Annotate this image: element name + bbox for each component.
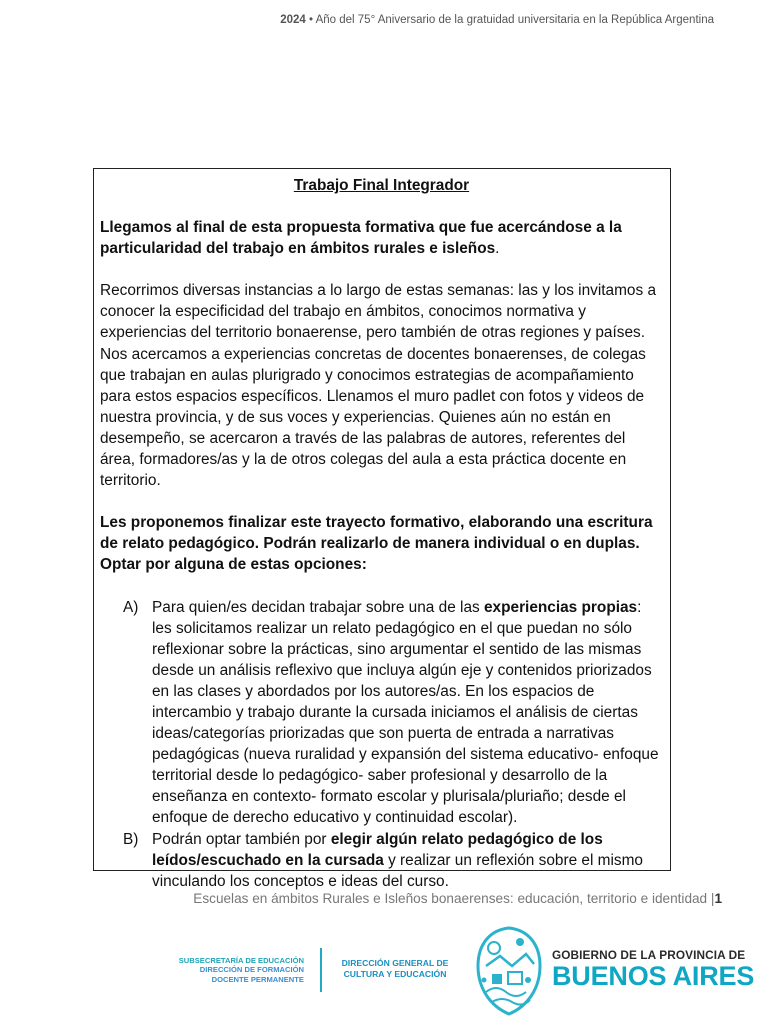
option-bold: elegir algún relato pedagógico de los leídos/escuchado en la cursada [152,830,603,869]
option-letter: B) [123,830,139,848]
subsecretaria-line3: DOCENTE PERMANENTE [211,974,304,984]
body-paragraph: Recorrimos diversas instancias a lo largo de estas semanas: las y los invitamos a conocer la especificidad del trabajo en ámbitos, conocimos normativa y experiencias del territorio bonaerense, pero también de otras regiones y países. Nos acercamos a experiencias concretas de docentes bonaerenses, de colegas que trabajan en aulas plurigrado y conocimos estrategias de acompañamiento para estos espacios específicos. Llenamos el muro padlet con fotos y videos de nuestra provincia, y de sus voces y experiencias. Quienes aún no están en desempeño, se acercaron a través de las palabras de autores, referentes del área, formadores/as y la de otros colegas del aula a esta práctica docente en territorio. [100,282,657,490]
page-number: 1 [714,891,722,906]
option-pre: Podrán optar también por [152,830,331,848]
gobierno-line2: BUENOS AIRES [552,961,755,991]
logo-divider [320,948,322,992]
option-letter: A) [123,598,139,616]
logo-band [0,920,768,1024]
gobierno-logo [552,948,754,991]
dgce-line1: DIRECCIÓN GENERAL DE [341,958,449,968]
option-text [145,829,663,892]
option-a [100,597,663,829]
subsecretaria-line1: SUBSECRETARÍA DE EDUCACIÓN [178,956,304,965]
option-post: : les solicitamos realizar un relato pedagógico en el que puedan no sólo reflexionar sobre la prácticas, sino argumentar el sentido de las mismas desde un análisis reflexivo que incluya algún eje y contenidos priorizados en las clases y abordados por los autores/as. En los espacios de intercambio y trabajo durante la cursada iniciamos el análisis de ciertas ideas/categorías priorizadas que son puerta de entrada a narrativas pedagógicas (nueva ruralidad y expansión del sistema educativo- enfoque territorial desde lo pedagógico- saber profesional y desarrollo de la enseñanza en contexto- formato escolar y plurisala/pluriaño; desde el enfoque de derecho educativo y continuidad escolar). [152,598,659,827]
intro-end: . [495,240,500,258]
gobierno-line1: GOBIERNO DE LA PROVINCIA DE [552,948,746,962]
footer-caption [193,891,722,906]
proposal-paragraph: Les proponemos finalizar este trayecto formativo, elaborando una escritura de relato pedagógico. Podrán realizarlo de manera individual o en duplas. Optar por alguna de estas opciones: [100,514,653,574]
option-post: y realizar un reflexión sobre el mismo vinculando los conceptos e ideas del curso. [152,851,643,890]
option-b [100,829,663,892]
header-year: 2024 [280,14,306,26]
dgce-line2: CULTURA Y EDUCACIÓN [343,969,447,979]
option-pre: Para quien/es decidan trabajar sobre una de las [152,598,484,616]
option-text [145,597,663,829]
assignment-box [93,168,671,890]
page-title: Trabajo Final Integrador [293,177,470,194]
intro-bold-text: Llegamos al final de esta propuesta formativa que fue acercándose a la particularidad del trabajo en ámbitos rurales e isleños [100,219,622,258]
province-emblem-icon [472,922,546,1018]
footer-separator: | [710,891,715,906]
header-banner [280,14,714,26]
footer-caption-text: Escuelas en ámbitos Rurales e Isleños bonaerenses: educación, territorio e identidad [193,891,708,906]
header-text: Año del 75° Aniversario de la gratuidad universitaria en la República Argentina [315,14,714,26]
subsecretaria-line2: DIRECCIÓN DE FORMACIÓN [199,965,304,975]
dgce-logo [334,958,456,980]
header-bullet: • [308,14,314,26]
intro-paragraph [100,217,663,259]
subsecretaria-logo [150,956,304,984]
options-list [100,597,663,892]
option-bold: experiencias propias [483,598,638,616]
